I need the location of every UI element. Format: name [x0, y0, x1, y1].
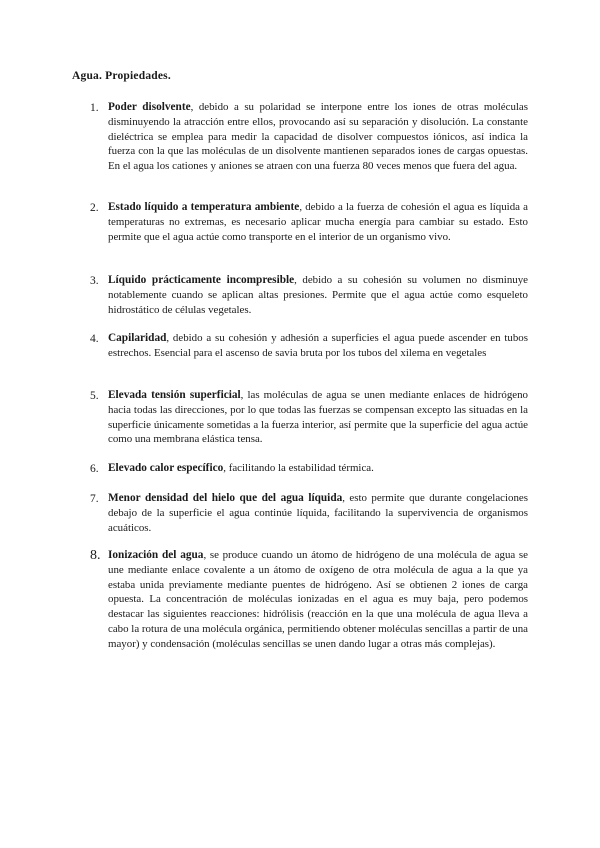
item-body [108, 331, 528, 361]
list-item-3 [90, 273, 528, 317]
list-item-4 [90, 331, 528, 361]
item-heading: Elevada tensión superficial [108, 389, 241, 401]
list-item-8 [90, 548, 528, 652]
list-item-5 [90, 388, 528, 447]
list-item-1 [90, 100, 528, 174]
item-number: 1. [90, 102, 99, 114]
item-body [108, 461, 528, 476]
item-text: , debido a la fuerza de cohesión el agua es líquida a temperaturas no extremas, es necesario aplicar mucha energía para cambiar su estado. Esto permite que el agua actúe como transporte en el interior de un organismo vivo. [108, 201, 528, 243]
item-heading: Capilaridad [108, 332, 167, 344]
item-body [108, 388, 528, 447]
item-number: 8. [90, 548, 101, 563]
item-body [108, 273, 528, 317]
list-item-7 [90, 491, 528, 535]
item-text: , debido a su polaridad se interpone entre los iones de otras moléculas disminuyendo la atracción entre ellos, provocando así su separación y disolución. La constante dieléctrica se emplea para medir la capacidad de disolver compuestos iónicos, así indica la fuerza con la que las moléculas de un disolvente mantienen separados iones de cargas opuestas. En el agua los cationes y aniones se atraen con una fuerza 80 veces menos que fuera del agua. [108, 101, 528, 173]
item-text: , se produce cuando un átomo de hidrógeno de una molécula de agua se une mediante enlace covalente a un átomo de oxígeno de otra molécula de agua a la que ya estaba unida previamente mediante puentes de hidrógeno. Así se obtienen 2 iones de carga opuesta. La concentración de moléculas ionizadas en el agua es muy baja, pero podemos destacar las siguientes reacciones: hidrólisis (reacción en la que una molécula de agua lleva a cabo la rotura de una molécula orgánica, permitiendo obtener moléculas sencillas a partir de una mayor) y condensación (moléculas sencillas se unen dando lugar a otras más complejas). [108, 549, 529, 650]
item-number: 6. [90, 463, 99, 475]
item-number: 3. [90, 275, 99, 287]
item-text: , facilitando la estabilidad térmica. [223, 462, 374, 474]
item-number: 2. [90, 202, 99, 214]
item-number: 4. [90, 333, 99, 345]
document-title: Agua. Propiedades. [72, 70, 171, 82]
item-heading: Poder disolvente [108, 101, 191, 113]
item-heading: Líquido prácticamente incompresible [108, 274, 295, 286]
item-text: , debido a su cohesión y adhesión a superficies el agua puede ascender en tubos estrechos. Esencial para el ascenso de savia bruta por los tubos del xilema en vegetales [108, 332, 528, 359]
item-text: , esto permite que durante congelaciones debajo de la superficie el agua continúe líquida, facilitando la supervivencia de organismos acuáticos. [108, 492, 528, 534]
item-number: 5. [90, 390, 99, 402]
item-heading: Ionización del agua [108, 549, 204, 561]
item-body [108, 491, 528, 535]
item-number: 7. [90, 493, 99, 505]
item-heading: Elevado calor específico [108, 462, 224, 474]
list-item-2 [90, 200, 528, 244]
item-text: , las moléculas de agua se unen mediante enlaces de hidrógeno hacia todas las direcciones, por lo que todas las fuerzas se compensan excepto las situadas en la superficie únicamente sometidas a la fuerza interior, así permite que la superficie del agua actúe como una membrana elástica tensa. [108, 389, 528, 446]
list-item-6 [90, 461, 528, 476]
item-body [108, 200, 528, 244]
item-heading: Menor densidad del hielo que del agua líquida [108, 492, 343, 504]
item-body [108, 548, 528, 652]
item-text: , debido a su cohesión su volumen no disminuye notablemente cuando se aplican altas presiones. Permite que el agua actúe como esqueleto hidrostático de células vegetales. [108, 274, 528, 316]
item-heading: Estado líquido a temperatura ambiente [108, 201, 300, 213]
item-body [108, 100, 528, 174]
